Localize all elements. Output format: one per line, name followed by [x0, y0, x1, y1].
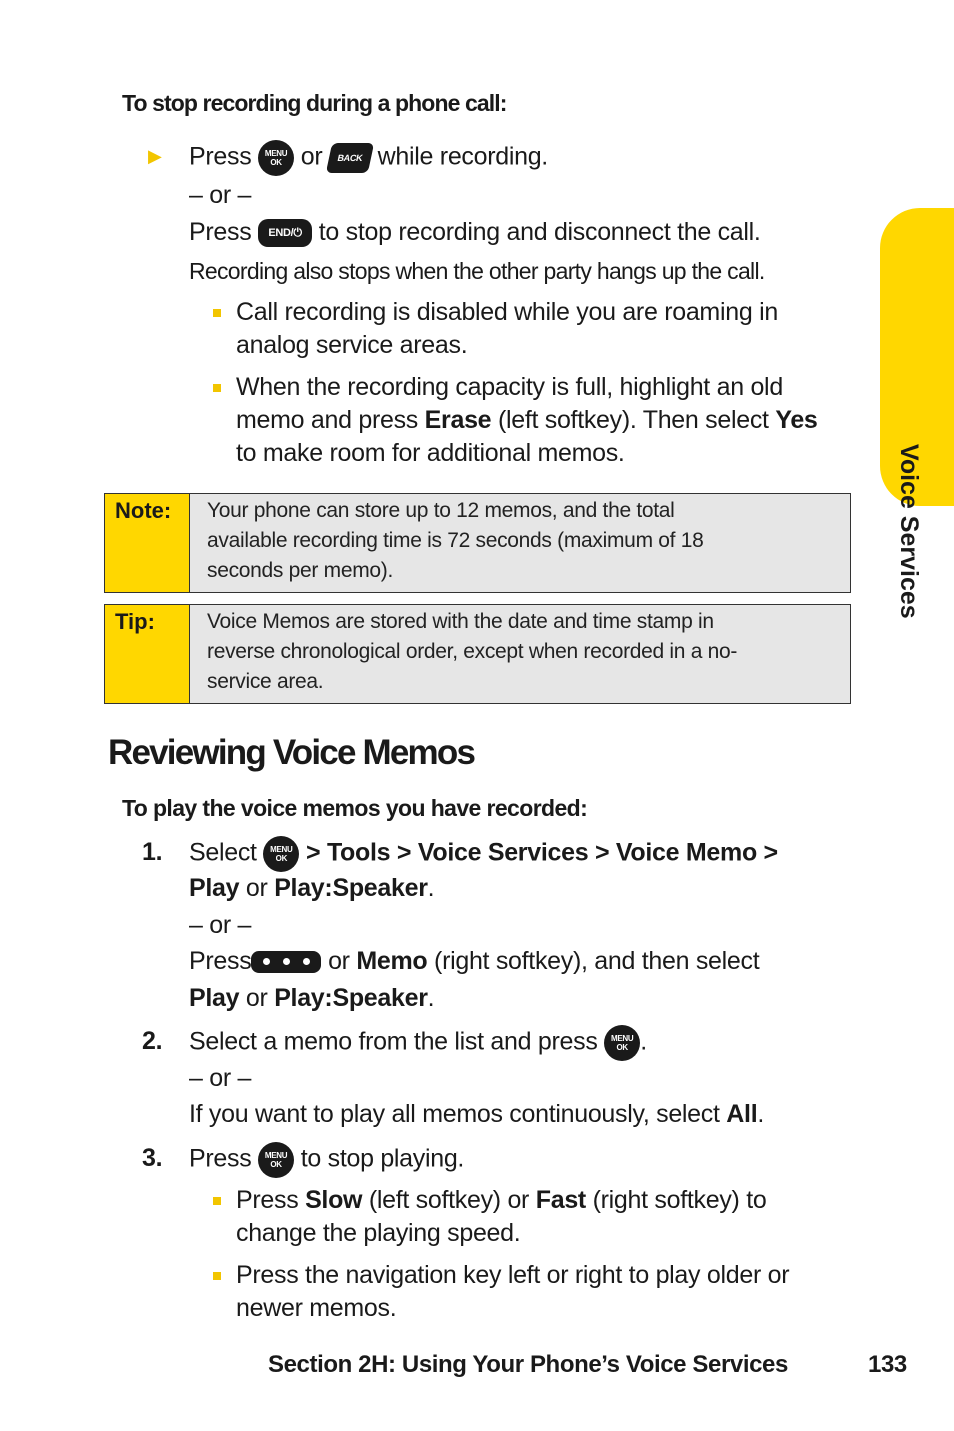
menu-ok-key-icon: MENU OK: [258, 1142, 294, 1178]
menu-ok-key-icon: MENU OK: [263, 836, 299, 872]
tip-label: Tip:: [105, 605, 190, 703]
text: while recording.: [377, 142, 548, 171]
step-line: Press MENU OK to stop playing.: [189, 1142, 464, 1178]
step-line: Select MENU OK > Tools > Voice Services > Voice Memo >: [189, 836, 778, 872]
bullet-icon: [213, 1197, 221, 1205]
menu-ok-key-icon: MENU OK: [258, 140, 294, 176]
bullet-text: Press the navigation key left or right to play older or newer memos.: [236, 1261, 790, 1322]
dots-key-icon: [251, 951, 321, 973]
or-separator: – or –: [189, 911, 252, 939]
step-line: [189, 216, 761, 249]
note-label: Note:: [105, 494, 190, 592]
step-line: If you want to play all memos continuously, select All.: [189, 1100, 764, 1128]
step-line: Play or Play:Speaker.: [189, 874, 435, 902]
bullet-text: Call recording is disabled while you are roaming in analog service areas.: [236, 298, 778, 359]
arrow-icon: ▶: [148, 146, 162, 166]
section-title: Reviewing Voice Memos: [108, 733, 475, 772]
step-number: 1.: [142, 838, 163, 866]
tip-text: Voice Memos are stored with the date and time stamp in reverse chronological order, except when recorded in a no- service area.: [207, 610, 738, 693]
menu-ok-key-icon: MENU OK: [604, 1025, 640, 1061]
step-line: Press or Memo (right softkey), and then select: [189, 947, 760, 975]
text: or: [300, 142, 323, 171]
bullet-icon: [213, 309, 221, 317]
step-number: 3.: [142, 1144, 163, 1172]
bullet-icon: [213, 1272, 221, 1280]
bullet-icon: [213, 384, 221, 392]
step-number: 2.: [142, 1027, 163, 1055]
bullet-text: When the recording capacity is full, highlight an old memo and press Erase (left softkey). Then select Yes to make room for additional memos.: [236, 373, 818, 467]
step-line: Select a memo from the list and press MENU OK .: [189, 1025, 647, 1061]
step-line: [189, 140, 548, 176]
back-key-icon: BACK: [326, 143, 374, 173]
text: to stop recording and disconnect the call.: [318, 218, 761, 246]
text: Press: [189, 142, 252, 171]
section-subheading: To play the voice memos you have recorded:: [122, 795, 588, 821]
side-tab-label: Voice Services: [895, 444, 923, 619]
tip-box: [104, 604, 851, 704]
or-separator: – or –: [189, 181, 252, 209]
step-note: Recording also stops when the other party hangs up the call.: [189, 258, 765, 284]
end-key-icon: END/⏻: [258, 219, 312, 247]
text: Press: [189, 218, 252, 246]
note-text: Your phone can store up to 12 memos, and the total available recording time is 72 seconds (maximum of 18 seconds per memo).: [207, 499, 704, 582]
footer-section: Section 2H: Using Your Phone’s Voice Services: [268, 1351, 788, 1378]
page-number: 133: [868, 1351, 907, 1378]
or-separator: – or –: [189, 1064, 252, 1092]
section-heading: To stop recording during a phone call:: [122, 90, 507, 116]
step-line: Play or Play:Speaker.: [189, 984, 435, 1012]
bullet-text: Press Slow (left softkey) or Fast (right softkey) to change the playing speed.: [236, 1186, 767, 1247]
note-box: [104, 493, 851, 593]
